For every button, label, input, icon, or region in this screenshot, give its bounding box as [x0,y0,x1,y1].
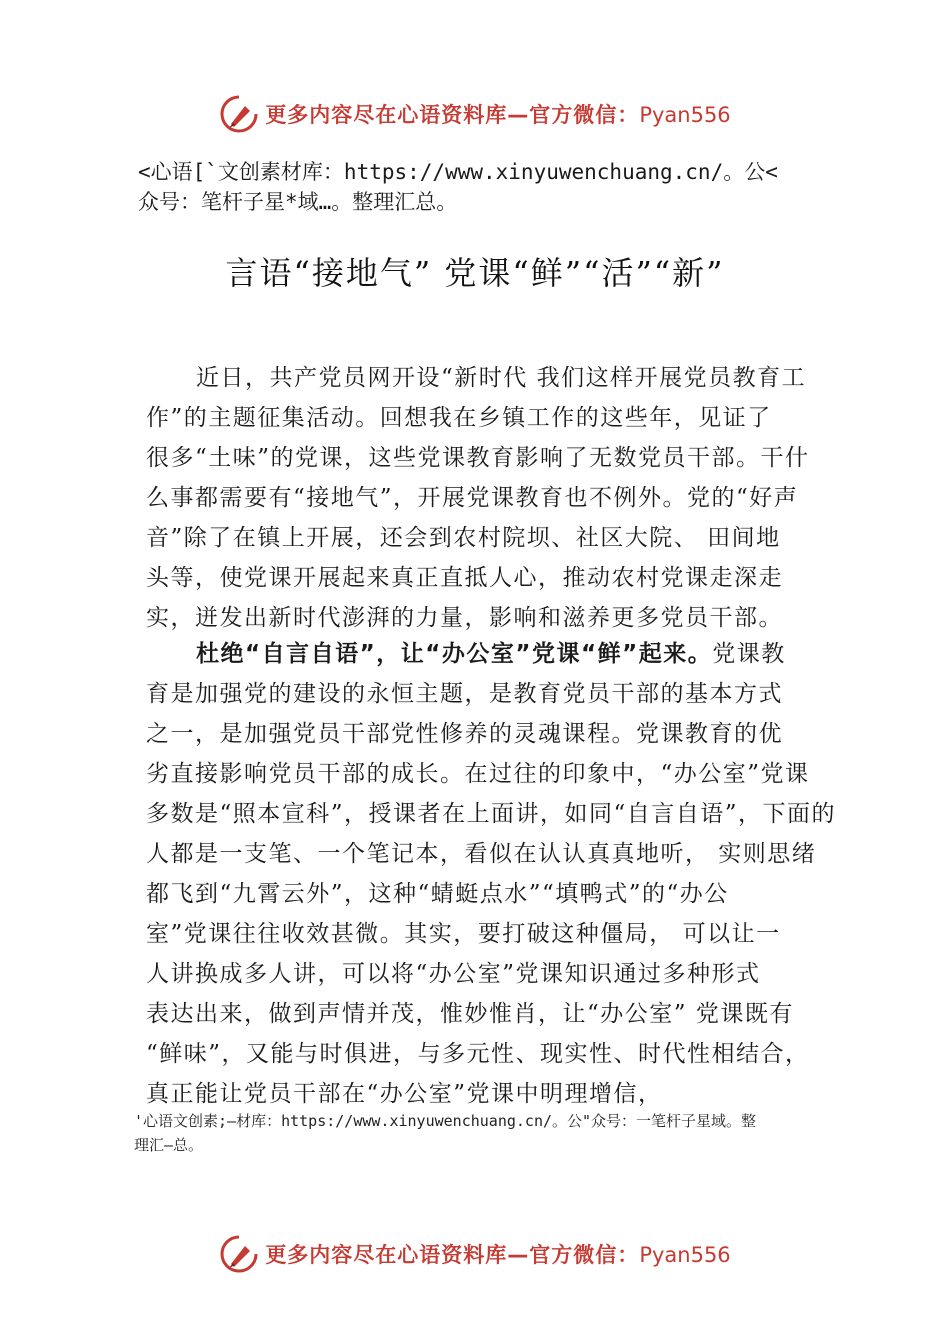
footnote-line-1: '心语文创素;—材库：https://www.xinyuwenchuang.cn/。公"众号：一笔杆子星域。整 [134,1112,757,1130]
paragraph-line: 室”党课往往收效甚微。其实，要打破这种僵局， 可以让一 [146,921,781,947]
paragraph-line: 近日，共产党员网开设“新时代 我们这样开展党员教育工 [196,365,807,391]
paragraph-2 [146,634,837,1114]
section-heading: 杜绝“自言自语”，让“办公室”党课“鲜”起来。 [196,641,713,667]
paragraph-line: 之一，是加强党员干部党性修养的灵魂课程。党课教育的优 [146,721,783,747]
paragraph-line: 人都是一支笔、一个笔记本，看似在认认真真地听， 实则思绪 [146,841,817,867]
paragraph-line: 育是加强党的建设的永恒主题，是教育党员干部的基本方式 [146,681,783,707]
paragraph-line: 么事都需要有“接地气”，开展党课教育也不例外。党的“好声 [146,485,799,511]
paragraph-line: 真正能让党员干部在“办公室”党课中明理增信， [146,1081,663,1107]
banner-text: 更多内容尽在心语资料库—官方微信：Pyan556 [265,103,731,127]
wechat-id: Pyan556 [639,103,731,127]
paragraph-line: 人讲换成多人讲，可以将“办公室”党课知识通过多种形式 [146,961,761,987]
paragraph-line [146,634,826,674]
wechat-id: Pyan556 [639,1243,731,1267]
article-title: 言语“接地气” 党课“鲜”“活”“新” [225,254,725,292]
paragraph-line: 作”的主题征集活动。回想我在乡镇工作的这些年，见证了 [146,405,772,431]
pen-nib-logo-icon [219,1234,259,1274]
source-line-2: 众号：笔杆子星*域…。整理汇总。 [138,190,458,214]
paragraph-line: 实，迸发出新时代澎湃的力量，影响和滋养更多党员干部。 [146,605,783,631]
header-banner [0,92,950,136]
paragraph-1 [146,358,826,638]
paragraph-line: 表达出来，做到声情并茂，惟妙惟肖，让“办公室” 党课既有 [146,1001,794,1027]
footnote-line-2: 理汇—总。 [134,1136,204,1154]
paragraph-line: 音”除了在镇上开展，还会到农村院坝、社区大院、 田间地 [146,525,781,551]
paragraph-line: 头等，使党课开展起来真正直抵人心，推动农村党课走深走 [146,565,783,591]
paragraph-line: “鲜味”，又能与时俱进，与多元性、现实性、时代性相结合， [146,1041,810,1067]
pen-nib-logo-icon [219,94,259,134]
paragraph-line: 劣直接影响党员干部的成长。在过往的印象中，“办公室”党课 [146,761,810,787]
paragraph-line: 多数是“照本宣科”，授课者在上面讲，如同“自言自语”，下面的 [146,801,837,827]
source-line-1: <心语[`文创素材库：https://www.xinyuwenchuang.cn/。公< [138,160,778,184]
paragraph-text: 党课教 [712,641,786,667]
footer-banner [0,1232,950,1276]
paragraph-line: 很多“土味”的党课，这些党课教育影响了无数党员干部。干什 [146,445,810,471]
banner-text: 更多内容尽在心语资料库—官方微信：Pyan556 [265,1243,731,1267]
paragraph-line: 都飞到“九霄云外”，这种“蜻蜓点水”“填鸭式”的“办公 [146,881,729,907]
